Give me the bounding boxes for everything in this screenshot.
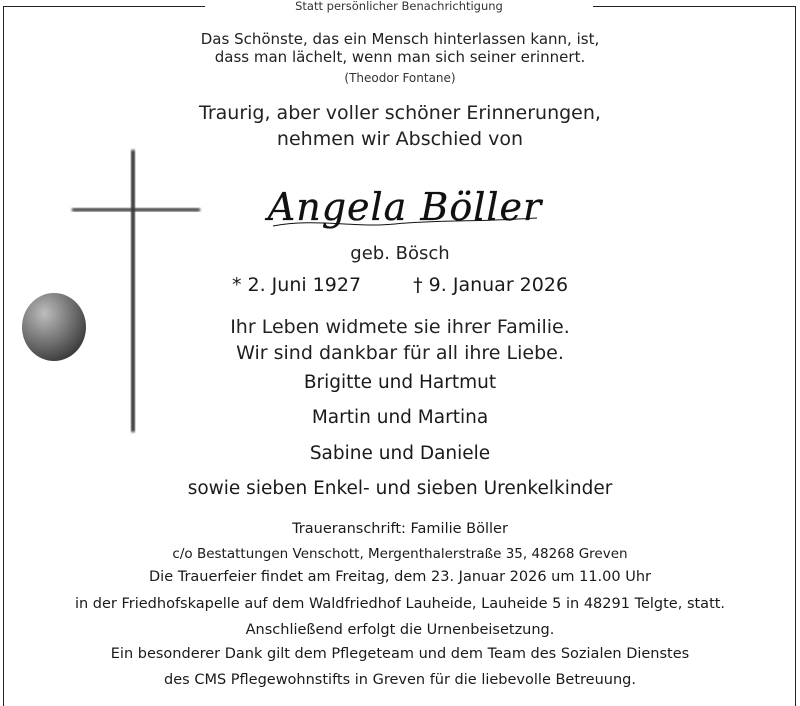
birth-date: * 2. Juni 1927 xyxy=(231,274,362,296)
intro-line-2: nehmen wir Abschied von xyxy=(276,128,524,150)
family-member: Brigitte und Hartmut xyxy=(303,372,497,393)
quote-line-1: Das Schönste, das ein Mensch hinterlassen kann, ist, xyxy=(200,30,600,48)
deceased-name xyxy=(255,178,555,238)
tribute-line-2: Wir sind dankbar für all ihre Liebe. xyxy=(236,342,564,364)
service-line-1: Die Trauerfeier findet am Freitag, dem 23. Januar 2026 um 11.00 Uhr xyxy=(149,569,651,585)
address-line-2: c/o Bestattungen Venschott, Mergenthalerstraße 35, 48268 Greven xyxy=(172,546,628,562)
service-line-2: in der Friedhofskapelle auf dem Waldfriedhof Lauheide, Lauheide 5 in 48291 Telgte, statt. xyxy=(74,596,726,612)
address-line-1: Traueranschrift: Familie Böller xyxy=(292,521,508,537)
quote-line-2: dass man lächelt, wenn man sich seiner erinnert. xyxy=(214,48,586,66)
family-member: Martin und Martina xyxy=(311,407,489,428)
tribute-line-1: Ihr Leben widmete sie ihrer Familie. xyxy=(230,316,570,338)
maiden-name: geb. Bösch xyxy=(350,243,450,264)
header-notice: Statt persönlicher Benachrichtigung xyxy=(205,0,593,14)
family-member: Sabine und Daniele xyxy=(309,443,491,464)
cross-horizontal xyxy=(72,208,200,212)
thanks-line-1: Ein besonderer Dank gilt dem Pflegeteam und dem Team des Sozialen Dienstes xyxy=(110,646,690,662)
svg-text:Angela Böller: Angela Böller xyxy=(267,185,543,229)
family-member: sowie sieben Enkel- und sieben Urenkelkinder xyxy=(187,478,613,499)
death-date: † 9. Januar 2026 xyxy=(413,274,569,296)
life-dates xyxy=(0,274,800,296)
quote-author: (Theodor Fontane) xyxy=(344,71,456,85)
thanks-line-2: des CMS Pflegewohnstifts in Greven für die liebevolle Betreuung. xyxy=(164,672,636,688)
service-line-3: Anschließend erfolgt die Urnenbeisetzung. xyxy=(245,622,555,638)
intro-line-1: Traurig, aber voller schöner Erinnerungen, xyxy=(199,102,601,124)
